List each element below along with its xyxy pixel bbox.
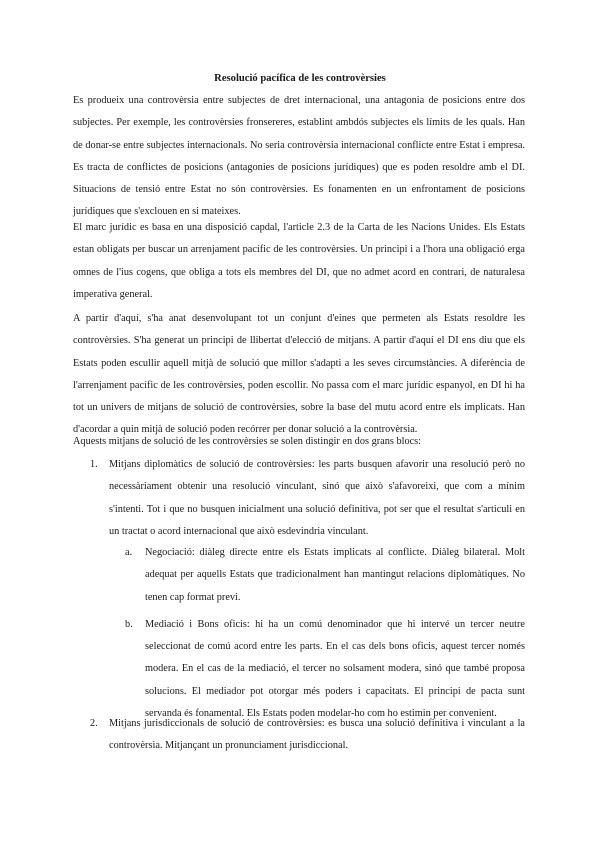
list-item — [90, 454, 525, 543]
list-marker: 2. — [90, 718, 98, 729]
list-item — [125, 542, 525, 609]
settlement-means-list — [90, 454, 525, 543]
list-item-text: Negociació: diàleg directe entre els Estats implicats al conflicte. Diàleg bilateral. Molt adequat per aquells Estats que tradicionalment han mantingut relacions diplomàtiques. No tenen cap format previ. — [145, 547, 525, 603]
list-marker: 1. — [90, 459, 98, 470]
list-item — [125, 614, 525, 725]
paragraph-legal-framework: El marc jurídic es basa en una disposició capdal, l'article 2.3 de la Carta de les Nacions Unides. Els Estats estan obligats per buscar un arrenjament pacífic de les controvèrsies. Un principi i a l'hora una obligació erga omnes de l'ius cogens, que obliga a tots els membres del DI, que no admet acord en contrari, de naturalesa imperativa general. — [73, 222, 525, 300]
list-item — [90, 713, 525, 758]
list-marker: b. — [125, 618, 133, 630]
diplomatic-means-sublist — [125, 542, 525, 725]
page-title: Resolució pacífica de les controvèrsies — [214, 73, 386, 84]
jurisdictional-means-list — [90, 713, 525, 758]
list-item-text: Mediació i Bons oficis: hi ha un comú denominador que hi intervé un tercer neutre seleccionat de comú acord entre les parts. En el cas dels bons oficis, aquest tercer només modera. En el cas de la mediació, el tercer no solsament modera, sinó que també proposa solucions. El mediador pot otorgar més poders i capacitats. El principi de pacta sunt servanda és fonamental. Els Estats poden modelar-ho com ho estimin per convenient. — [145, 618, 525, 720]
paragraph-definition: Es produeix una controvèrsia entre subjectes de dret internacional, una antagonia de posicions entre dos subjectes. Per exemple, les controvèrsies fronsereres, establint ambdós subjectes els límits de les quals. Han de donar-se entre subjectes internacionals. No seria controvèrsia internacional conflicte entre Estat i empresa. Es tracta de conflictes de posicions (antagonies de posicions jurídiques) que es poden resoldre amb el DI. Situacions de tensió entre Estat no són controvèrsies. Es fonamenten en un enfrontament de posicions jurídiques que s'exclouen en si mateixes. — [73, 95, 525, 218]
paragraph-two-blocks: Aquests mitjans de solució de les controvèrsies se solen distingir en dos grans blocs: — [73, 436, 422, 447]
list-item-text: Mitjans jurisdiccionals de solució de controvèrsies: es busca una solució definitiva i vinculant a la controvèrsia. Mitjançant un pronunciament jurisdiccional. — [109, 718, 525, 752]
paragraph-freedom-of-choice: A partir d'aquí, s'ha anat desenvolupant tot un conjunt d'eines que permeten als Estats resoldre les controvèrsies. S'ha generat un principi de llibertat d'elecció de mitjans. A partir d'aquí el DI ens diu que els Estats poden escullir aquell mitjà de solució que millor s'adapti a les seves circumstàncies. A diferència de l'arrenjament pacífic de les controvèrsies, poden escollir. No passa com el marc jurídic espanyol, en DI hi ha tot un univers de mitjans de solució de controvèrsies, sobre la base del mutu acord entre els implicats. Han d'acordar a quin mitjà de solució poden recórrer per donar solució a la controvèrsia. — [73, 313, 525, 436]
list-item-text: Mitjans diplomàtics de solució de controvèrsies: les parts busquen afavorir una resolució però no necessàriament obtenir una resolució vinculant, sinó que això s'afavoreixi, que com a mínim s'intenti. Tot i que no busquen inicialment una solució definitiva, pot ser que el resultat s'articuli en un tractat o acord internacional que això esdevindria vinculant. — [109, 459, 525, 537]
list-marker: a. — [125, 547, 133, 558]
